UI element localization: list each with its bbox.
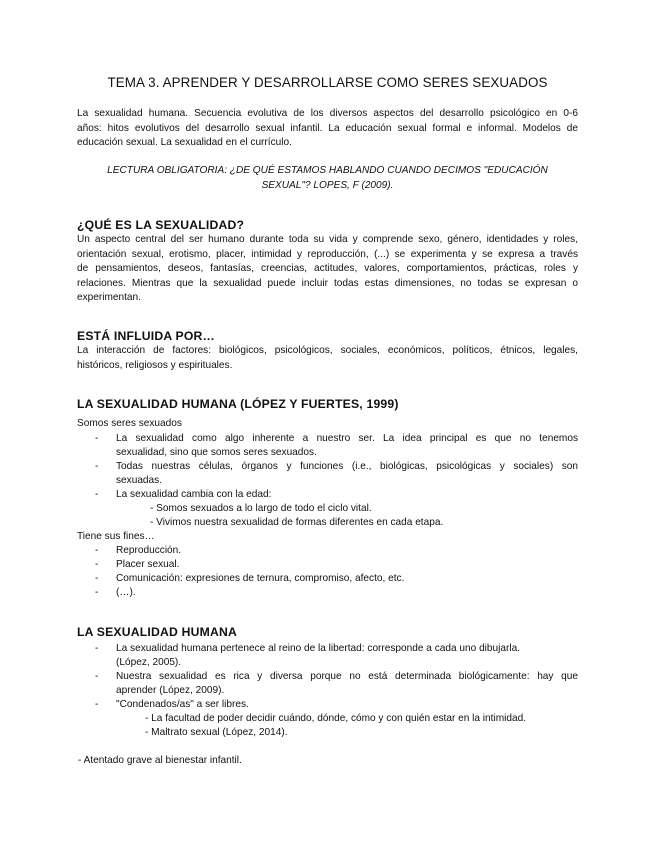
bullet-dash: - <box>95 587 99 598</box>
bullet-dash: - <box>95 671 99 682</box>
section-heading-sexualidad-humana: LA SEXUALIDAD HUMANA <box>77 625 237 639</box>
intro-line: años: hitos evolutivos del desarrollo sexual infantil. La educación sexual formal e informal. Modelos de <box>77 122 578 134</box>
bullet-dash: - <box>95 699 99 710</box>
sub-item: - La facultad de poder decidir cuándo, dónde, cómo y con quién estar en la intimidad. <box>145 713 526 724</box>
list-item-line: La sexualidad humana pertenece al reino de la libertad: corresponde a cada uno dibujarla. <box>116 643 521 654</box>
list-item-line: Todas nuestras células, órganos y funciones (i.e., biológicas, psicológicas y sociales) son <box>116 461 578 472</box>
bullet-dash: - <box>95 545 99 556</box>
list-item <box>116 460 578 488</box>
required-reading <box>77 164 578 193</box>
required-reading-line: SEXUAL"? LOPES, F (2009). <box>261 179 394 191</box>
list-item <box>116 642 578 670</box>
bullet-dash: - <box>95 433 99 444</box>
sub-item: - Vivimos nuestra sexualidad de formas diferentes en cada etapa. <box>150 517 444 528</box>
list-item <box>116 698 578 712</box>
section1-line: relaciones. Mientras que la sexualidad puede incluir todas estas dimensiones, no todas se expresan o <box>77 277 578 289</box>
list-item <box>116 432 578 460</box>
list-item-line: sexuadas. <box>116 475 163 486</box>
section2-line: históricos, religiosos y espirituales. <box>77 359 233 371</box>
list-item <box>116 488 578 502</box>
required-reading-line: LECTURA OBLIGATORIA: ¿DE QUÉ ESTAMOS HABLANDO CUANDO DECIMOS "EDUCACIÓN <box>107 165 548 176</box>
document-title: TEMA 3. APRENDER Y DESARROLLARSE COMO SERES SEXUADOS <box>107 75 548 90</box>
section1-paragraph <box>77 233 578 306</box>
list-item <box>116 670 578 698</box>
section2-paragraph <box>77 344 578 373</box>
sub-item: - Maltrato sexual (López, 2014). <box>145 727 288 738</box>
bullet-dash: - <box>95 559 99 570</box>
intro-paragraph <box>77 107 578 151</box>
section2-line: La interacción de factores: biológicos, psicológicos, sociales, económicos, políticos, étnicos, legales, <box>77 345 578 356</box>
bullet-dash: - <box>95 489 99 500</box>
footer-note: - Atentado grave al bienestar infantil. <box>78 755 242 766</box>
section-heading-que-es: ¿QUÉ ES LA SEXUALIDAD? <box>77 218 245 232</box>
fines-item: Comunicación: expresiones de ternura, compromiso, afecto, etc. <box>116 573 405 584</box>
list-item-line: (López, 2005). <box>116 657 182 668</box>
section-heading-lopez-fuertes: LA SEXUALIDAD HUMANA (LÓPEZ Y FUERTES, 1999) <box>77 397 399 411</box>
intro-line: La sexualidad humana. Secuencia evolutiva de los diversos aspectos del desarrollo psicológico en 0-6 <box>77 108 578 119</box>
list-item-line: Nuestra sexualidad es rica y diversa porque no está determinada biológicamente: hay que <box>116 671 578 682</box>
section1-line: de pensamientos, deseos, fantasías, creencias, actitudes, valores, comportamientos, prácticas, roles y <box>77 263 578 275</box>
sub-item: - Somos sexuados a lo largo de todo el ciclo vital. <box>150 503 372 514</box>
section1-line: Un aspecto central del ser humano durante toda su vida y comprende sexo, género, identidades y roles, <box>77 234 578 245</box>
list-item-line: "Condenados/as" a ser libres. <box>116 699 249 710</box>
section-heading-influida: ESTÁ INFLUIDA POR… <box>77 329 215 343</box>
fines-item: (…). <box>116 587 136 598</box>
fines-item: Placer sexual. <box>116 559 180 570</box>
fines-item: Reproducción. <box>116 545 182 556</box>
section3-intro: Somos seres sexuados <box>77 418 182 429</box>
section1-line: orientación sexual, erotismo, placer, intimidad y reproducción, (...) se experimenta y se expresa a través <box>77 248 578 260</box>
bullet-dash: - <box>95 573 99 584</box>
intro-line: educación sexual. La sexualidad en el currículo. <box>77 137 292 149</box>
fines-label: Tiene sus fines… <box>77 531 155 542</box>
list-item-line: La sexualidad como algo inherente a nuestro ser. La idea principal es que no tenemos <box>116 433 578 444</box>
list-item-line: sexualidad, sino que somos seres sexuados. <box>116 447 317 458</box>
section1-line: experimentan. <box>77 292 141 304</box>
list-item-line: La sexualidad cambia con la edad: <box>116 489 272 500</box>
list-item-line: aprender (López, 2009). <box>116 685 225 696</box>
bullet-dash: - <box>95 461 99 472</box>
bullet-dash: - <box>95 643 99 654</box>
